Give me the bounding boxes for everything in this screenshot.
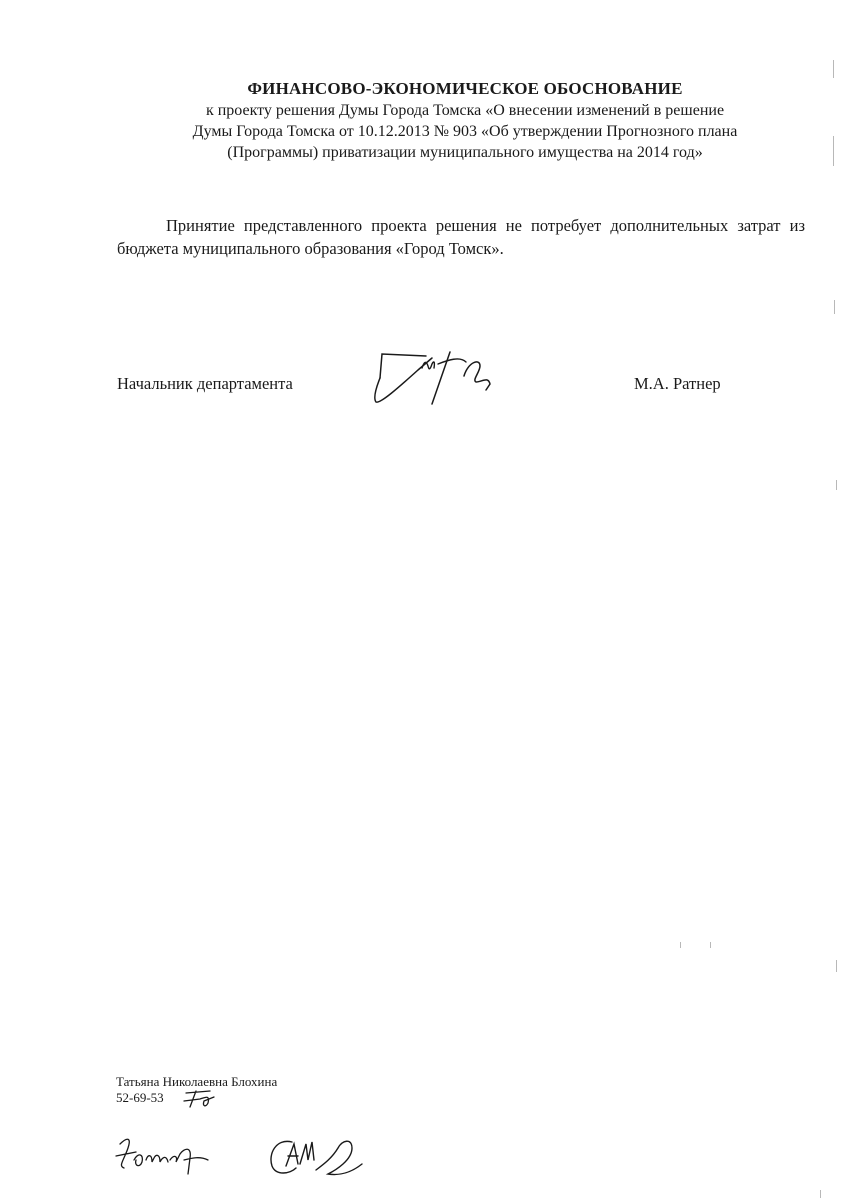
body-line-1: Принятие представленного проекта решения не потребует дополнительных затрат из [166, 216, 805, 235]
document-title: ФИНАНСОВО-ЭКОНОМИЧЕСКОЕ ОБОСНОВАНИЕ [247, 79, 683, 98]
scan-artifact [834, 300, 835, 314]
body-line-2: бюджета муниципального образования «Город Томск». [117, 239, 504, 258]
executor-name: Татьяна Николаевна Блохина [116, 1074, 278, 1089]
document-header [110, 78, 820, 163]
scan-artifact [836, 480, 837, 490]
subtitle-line-1: к проекту решения Думы Города Томска «О внесении изменений в решение [205, 102, 725, 119]
scan-artifact [680, 942, 681, 948]
scan-artifact [833, 136, 834, 166]
scan-artifact [836, 960, 837, 972]
scan-artifact [710, 942, 711, 948]
approval-signature-1 [112, 1130, 222, 1180]
signatory-position: Начальник департамента [117, 374, 293, 393]
signatory-name: М.А. Ратнер [634, 374, 721, 393]
subtitle-line-3: (Программы) приватизации муниципального имущества на 2014 год» [227, 144, 703, 161]
scan-artifact [820, 1190, 821, 1198]
executor-phone: 52-69-53 [116, 1090, 164, 1105]
scan-artifact [833, 60, 834, 78]
executor-initials [180, 1087, 220, 1111]
approval-signature-2 [262, 1130, 372, 1186]
subtitle-line-2: Думы Города Томска от 10.12.2013 № 903 «Об утверждении Прогнозного плана [192, 123, 738, 140]
handwritten-signature [368, 348, 498, 406]
body-paragraph [117, 214, 805, 260]
